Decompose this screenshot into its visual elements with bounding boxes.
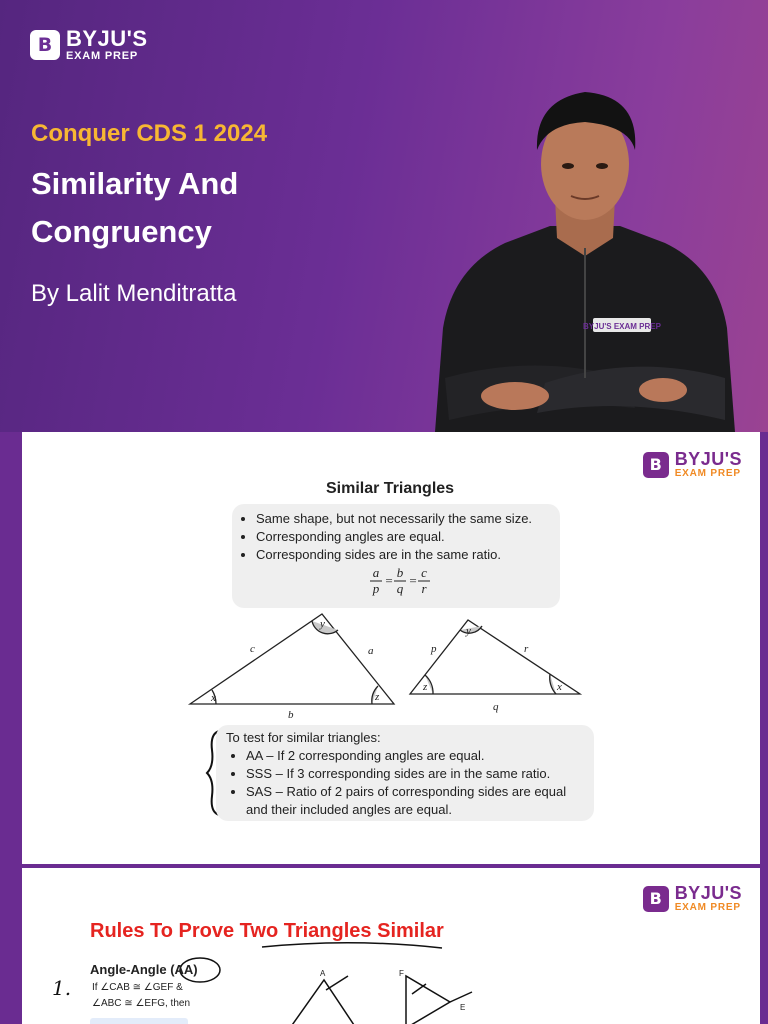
slide-card: [22, 868, 760, 1024]
highlight-box: [90, 1018, 188, 1024]
svg-text:=: =: [385, 573, 393, 588]
vertex-label: E: [460, 1003, 466, 1012]
triangle-1: [190, 614, 394, 704]
logo-mark-icon: B: [643, 452, 669, 478]
test-item: • SSS – If 3 corresponding sides are in the same ratio.: [246, 765, 594, 783]
test-item: • AA – If 2 corresponding angles are equal.: [246, 747, 594, 765]
ratio-num: c: [421, 565, 427, 580]
presenter-photo: [425, 78, 745, 432]
triangle-2: [410, 620, 580, 694]
slide-rules-similar: [0, 864, 768, 1024]
rule-abbr: (AA): [170, 962, 198, 977]
banner-author: By Lalit Menditratta: [31, 280, 237, 307]
banner-subtitle: Conquer CDS 1 2024: [31, 120, 268, 147]
ratio-den: p: [372, 581, 380, 596]
logo-line2: EXAM PREP: [674, 902, 741, 913]
logo-line1: BYJU'S: [674, 883, 742, 903]
ratio-den: q: [396, 581, 404, 596]
banner-title-line2: Congruency: [31, 214, 212, 249]
triangles-figure: [22, 610, 760, 720]
logo-line2: EXAM PREP: [674, 468, 741, 479]
rule-label: [90, 962, 198, 977]
slide-title: Rules To Prove Two Triangles Similar: [90, 920, 444, 942]
ratio-num: b: [396, 565, 404, 580]
properties-box: [232, 504, 560, 608]
course-banner: [0, 0, 768, 432]
slide-title: Similar Triangles: [326, 480, 455, 497]
angle-label: x: [211, 692, 216, 704]
angle-label: z: [423, 681, 428, 693]
logo-line1: BYJU'S: [66, 26, 148, 51]
side-label: p: [431, 643, 437, 655]
rule-line: ∠ABC ≅ ∠EFG, then: [92, 998, 191, 1009]
angle-label: y: [320, 618, 325, 630]
side-label: q: [493, 701, 499, 713]
rule-name: Angle-Angle: [90, 962, 167, 977]
ratio-formula: [232, 562, 560, 598]
vertex-label: F: [399, 969, 404, 978]
angle-label: x: [557, 681, 562, 693]
logo-line1: BYJU'S: [674, 449, 742, 469]
property-item: • Same shape, but not necessarily the same size.: [256, 510, 560, 528]
banner-title: [31, 160, 361, 256]
shirt-logo: BYJU'S EXAM PREP: [583, 322, 661, 331]
vertex-label: A: [320, 969, 326, 978]
angle-label: z: [375, 691, 380, 703]
banner-title-line1: Similarity And: [31, 166, 239, 201]
ratio-den: r: [421, 581, 427, 596]
logo-mark-icon: B: [643, 886, 669, 912]
slide-similar-triangles: [0, 432, 768, 864]
logo-line2: EXAM PREP: [66, 50, 138, 62]
side-label: r: [524, 643, 529, 655]
byjus-logo: [643, 450, 742, 479]
handwritten-number: 1.: [52, 976, 72, 1000]
side-label: b: [288, 709, 294, 720]
tests-lead: To test for similar triangles:: [226, 730, 381, 745]
test-item: • SAS – Ratio of 2 pairs of corresponding sides are equal: [246, 783, 594, 801]
side-label: a: [368, 645, 374, 657]
similarity-tests-box: [216, 725, 594, 821]
angle-label: y: [466, 625, 471, 637]
property-item: • Corresponding sides are in the same ratio.: [256, 546, 560, 564]
test-item-continued: and their included angles are equal.: [246, 802, 452, 817]
logo-mark-icon: B: [30, 30, 60, 60]
property-item: • Corresponding angles are equal.: [256, 528, 560, 546]
ratio-num: a: [372, 565, 380, 580]
svg-text:=: =: [409, 573, 417, 588]
rule-line: If ∠CAB ≅ ∠GEF &: [92, 982, 183, 993]
slide-card: [22, 432, 760, 864]
byjus-logo: [30, 28, 148, 62]
side-label: c: [250, 643, 255, 655]
